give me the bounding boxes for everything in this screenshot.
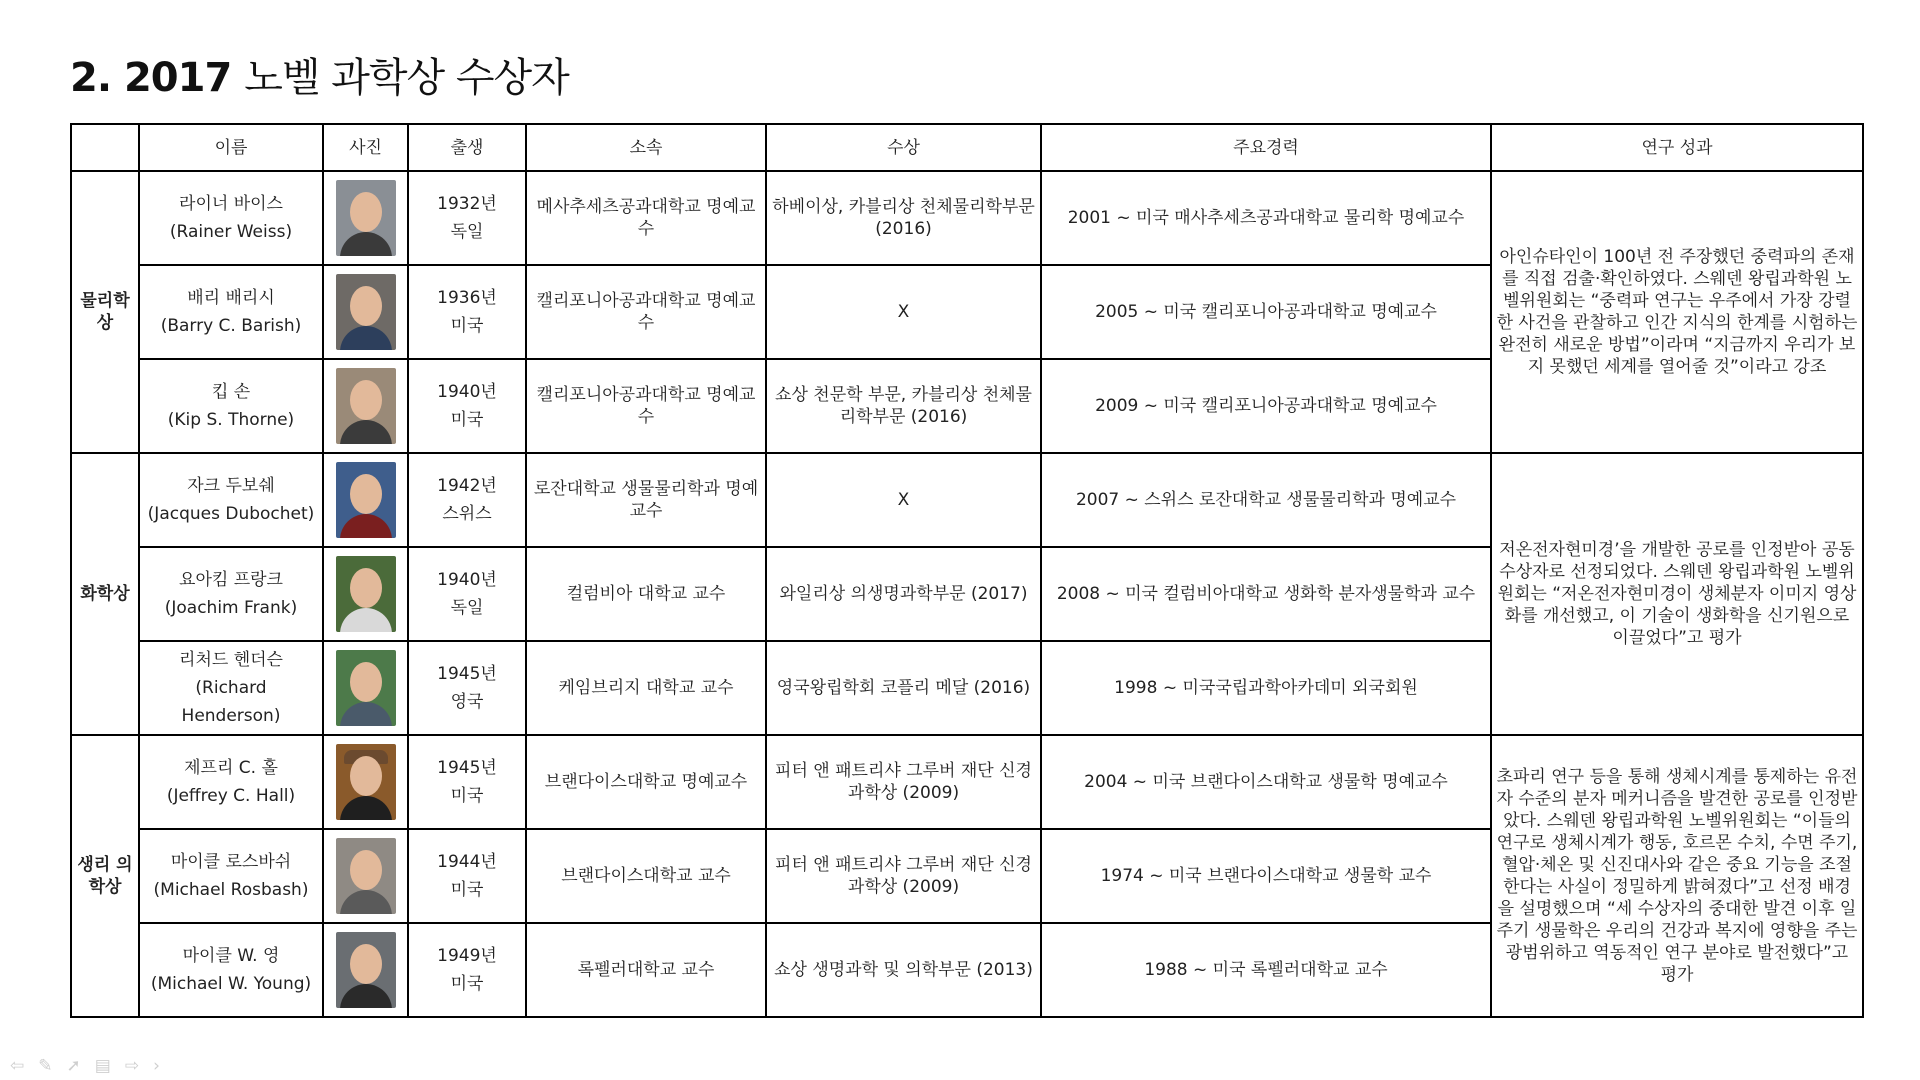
category-cell: 화학상 — [71, 453, 139, 735]
award-cell: 쇼상 생명과학 및 의학부문 (2013) — [766, 923, 1041, 1017]
career-cell: 2009 ~ 미국 캘리포니아공과대학교 명예교수 — [1041, 359, 1491, 453]
laureate-photo — [336, 462, 396, 538]
affiliation-cell: 케임브리지 대학교 교수 — [526, 641, 766, 735]
affiliation-cell: 메사추세츠공과대학교 명예교수 — [526, 171, 766, 265]
chevron-right-icon[interactable]: › — [153, 1056, 160, 1076]
laureate-photo — [336, 368, 396, 444]
laureate-photo — [336, 274, 396, 350]
portrait-head-icon — [350, 474, 382, 514]
award-cell: 하베이상, 카블리상 천체물리학부문 (2016) — [766, 171, 1041, 265]
photo-cell — [323, 171, 408, 265]
slide-nav-bar — [10, 1056, 160, 1076]
career-cell: 2008 ~ 미국 컬럼비아대학교 생화학 분자생물학과 교수 — [1041, 547, 1491, 641]
header-award: 수상 — [766, 124, 1041, 171]
photo-cell — [323, 735, 408, 829]
laureate-photo — [336, 180, 396, 256]
laureate-photo — [336, 556, 396, 632]
name-korean: 마이클 로스바쉬 — [170, 852, 292, 872]
birth-year: 1949년 — [437, 946, 497, 966]
name-korean: 요아킴 프랑크 — [179, 570, 283, 590]
name-cell — [139, 265, 323, 359]
award-cell: 피터 앤 패트리샤 그루버 재단 신경과학상 (2009) — [766, 735, 1041, 829]
table-row — [71, 453, 1863, 547]
birth-cell — [408, 547, 526, 641]
affiliation-cell: 로잔대학교 생물물리학과 명예교수 — [526, 453, 766, 547]
career-cell: 1988 ~ 미국 록펠러대학교 교수 — [1041, 923, 1491, 1017]
portrait-body-icon — [340, 514, 392, 538]
header-research: 연구 성과 — [1491, 124, 1863, 171]
award-cell: X — [766, 265, 1041, 359]
header-birth: 출생 — [408, 124, 526, 171]
photo-cell — [323, 265, 408, 359]
portrait-head-icon — [350, 756, 382, 796]
award-cell: 피터 앤 패트리샤 그루버 재단 신경과학상 (2009) — [766, 829, 1041, 923]
birth-cell — [408, 923, 526, 1017]
name-english: (Michael W. Young) — [150, 974, 312, 994]
name-cell — [139, 453, 323, 547]
birth-country: 미국 — [450, 880, 484, 900]
portrait-body-icon — [340, 608, 392, 632]
portrait-head-icon — [350, 662, 382, 702]
birth-country: 미국 — [450, 410, 484, 430]
career-cell: 2001 ~ 미국 매사추세츠공과대학교 물리학 명예교수 — [1041, 171, 1491, 265]
affiliation-cell: 브랜다이스대학교 교수 — [526, 829, 766, 923]
header-category — [71, 124, 139, 171]
birth-year: 1936년 — [437, 288, 497, 308]
pen-icon[interactable]: ✎ — [38, 1056, 53, 1076]
birth-year: 1945년 — [437, 758, 497, 778]
header-photo: 사진 — [323, 124, 408, 171]
affiliation-cell: 브랜다이스대학교 명예교수 — [526, 735, 766, 829]
birth-country: 미국 — [450, 974, 484, 994]
laureates-table — [70, 123, 1864, 1018]
category-cell: 생리 의학상 — [71, 735, 139, 1017]
laureate-photo — [336, 932, 396, 1008]
category-cell: 물리학상 — [71, 171, 139, 453]
birth-year: 1944년 — [437, 852, 497, 872]
name-korean: 마이클 W. 영 — [182, 946, 280, 966]
table-header-row — [71, 124, 1863, 171]
birth-cell — [408, 359, 526, 453]
portrait-body-icon — [340, 702, 392, 726]
award-cell: 와일리상 의생명과학부문 (2017) — [766, 547, 1041, 641]
research-cell: 초파리 연구 등을 통해 생체시계를 통제하는 유전자 수준의 분자 메커니즘을 발견한 공로를 인정받았다. 스웨덴 왕립과학원 노벨위원회는 “이들의 연구로 생체시계가 행동, 호르몬 수치, 수면 주기, 혈압·체온 및 신진대사와 같은 중요 기능을 조절한다는 사실이 정밀하게 밝혀졌다”고 선정 배경을 설명했으며 “세 수상자의 중대한 발견 이후 일주기 생물학은 우리의 건강과 복지에 영향을 주는 광범위하고 역동적인 연구 분야로 발전했다”고 평가 — [1491, 735, 1863, 1017]
title-number: 2. 2017 — [70, 55, 232, 101]
award-cell: X — [766, 453, 1041, 547]
birth-country: 미국 — [450, 316, 484, 336]
affiliation-cell: 캘리포니아공과대학교 명예교수 — [526, 265, 766, 359]
career-cell: 2004 ~ 미국 브랜다이스대학교 생물학 명예교수 — [1041, 735, 1491, 829]
portrait-head-icon — [350, 944, 382, 984]
name-english: (Jeffrey C. Hall) — [166, 786, 296, 806]
birth-country: 스위스 — [442, 504, 492, 524]
laureate-photo — [336, 744, 396, 820]
birth-cell — [408, 171, 526, 265]
birth-year: 1945년 — [437, 664, 497, 684]
laureate-photo — [336, 650, 396, 726]
pointer-icon[interactable]: ➚ — [66, 1056, 81, 1076]
affiliation-cell: 캘리포니아공과대학교 명예교수 — [526, 359, 766, 453]
slide-icon[interactable]: ▤ — [94, 1056, 111, 1076]
career-cell: 1974 ~ 미국 브랜다이스대학교 생물학 교수 — [1041, 829, 1491, 923]
career-cell: 2005 ~ 미국 캘리포니아공과대학교 명예교수 — [1041, 265, 1491, 359]
name-english: (Rainer Weiss) — [169, 222, 293, 242]
name-cell — [139, 171, 323, 265]
portrait-body-icon — [340, 890, 392, 914]
name-english: (Joachim Frank) — [164, 598, 298, 618]
birth-country: 독일 — [450, 222, 484, 242]
laureate-photo — [336, 838, 396, 914]
name-korean: 배리 배리시 — [187, 288, 275, 308]
photo-cell — [323, 453, 408, 547]
name-english: (Richard Henderson) — [181, 678, 281, 726]
header-name: 이름 — [139, 124, 323, 171]
name-cell — [139, 735, 323, 829]
career-cell: 2007 ~ 스위스 로잔대학교 생물물리학과 명예교수 — [1041, 453, 1491, 547]
title-text: 노벨 과학상 수상자 — [244, 55, 569, 101]
name-korean: 라이너 바이스 — [179, 194, 283, 214]
name-korean: 리처드 헨더슨 — [179, 650, 283, 670]
photo-cell — [323, 547, 408, 641]
name-korean: 자크 두보쉐 — [187, 476, 275, 496]
portrait-body-icon — [340, 796, 392, 820]
portrait-head-icon — [350, 286, 382, 326]
name-korean: 제프리 C. 홀 — [184, 758, 278, 778]
name-cell — [139, 923, 323, 1017]
affiliation-cell: 록펠러대학교 교수 — [526, 923, 766, 1017]
photo-cell — [323, 829, 408, 923]
award-cell: 영국왕립학회 코플리 메달 (2016) — [766, 641, 1041, 735]
portrait-head-icon — [350, 192, 382, 232]
table-row — [71, 735, 1863, 829]
birth-cell — [408, 265, 526, 359]
name-english: (Kip S. Thorne) — [167, 410, 295, 430]
name-korean: 킵 손 — [211, 382, 251, 402]
career-cell: 1998 ~ 미국국립과학아카데미 외국회원 — [1041, 641, 1491, 735]
name-cell — [139, 547, 323, 641]
birth-cell — [408, 829, 526, 923]
research-cell: 아인슈타인이 100년 전 주장했던 중력파의 존재를 직접 검출·확인하였다. 스웨덴 왕립과학원 노벨위원회는 “중력파 연구는 우주에서 가장 강렬한 사건을 관찰하고 인간 지식의 한계를 시험하는 완전히 새로운 방법”이라며 “지금까지 우리가 보지 못했던 세계를 열어줄 것”이라고 강조 — [1491, 171, 1863, 453]
photo-cell — [323, 923, 408, 1017]
portrait-head-icon — [350, 850, 382, 890]
photo-cell — [323, 641, 408, 735]
name-english: (Barry C. Barish) — [160, 316, 302, 336]
birth-cell — [408, 735, 526, 829]
name-english: (Michael Rosbash) — [153, 880, 309, 900]
name-english: (Jacques Dubochet) — [147, 504, 315, 524]
award-cell: 쇼상 천문학 부문, 카블리상 천체물리학부문 (2016) — [766, 359, 1041, 453]
portrait-head-icon — [350, 380, 382, 420]
name-cell — [139, 641, 323, 735]
birth-year: 1940년 — [437, 382, 497, 402]
birth-year: 1940년 — [437, 570, 497, 590]
birth-country: 독일 — [450, 598, 484, 618]
table-row — [71, 171, 1863, 265]
birth-cell — [408, 453, 526, 547]
birth-country: 미국 — [450, 786, 484, 806]
header-career: 주요경력 — [1041, 124, 1491, 171]
arrow-right-icon[interactable]: ⇨ — [124, 1056, 140, 1076]
portrait-body-icon — [340, 984, 392, 1008]
birth-year: 1942년 — [437, 476, 497, 496]
portrait-head-icon — [350, 568, 382, 608]
photo-cell — [323, 359, 408, 453]
arrow-left-icon[interactable]: ⇦ — [10, 1056, 25, 1076]
portrait-body-icon — [340, 326, 392, 350]
header-affiliation: 소속 — [526, 124, 766, 171]
research-cell: 저온전자현미경’을 개발한 공로를 인정받아 공동 수상자로 선정되었다. 스웨덴 왕립과학원 노벨위원회는 “저온전자현미경이 생체분자 이미지 영상화를 개선했고, 이 기술이 생화학을 신기원으로 이끌었다”고 평가 — [1491, 453, 1863, 735]
page-title — [70, 46, 569, 103]
name-cell — [139, 359, 323, 453]
portrait-body-icon — [340, 232, 392, 256]
birth-cell — [408, 641, 526, 735]
birth-country: 영국 — [450, 692, 484, 712]
name-cell — [139, 829, 323, 923]
affiliation-cell: 컬럼비아 대학교 교수 — [526, 547, 766, 641]
birth-year: 1932년 — [437, 194, 497, 214]
portrait-body-icon — [340, 420, 392, 444]
